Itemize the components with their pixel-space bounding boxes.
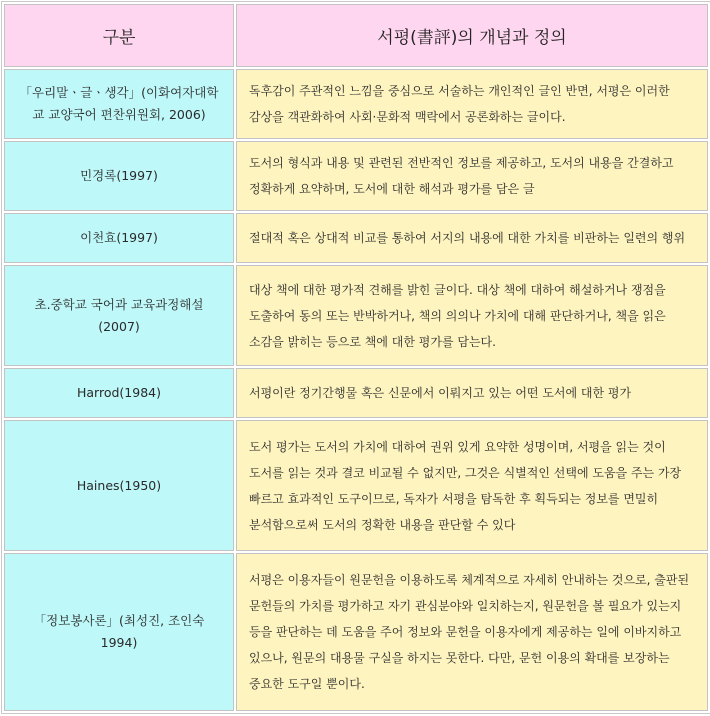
header-category: 구분 [4, 4, 234, 67]
source-cell: 「정보봉사론」(최성진, 조인숙 1994) [4, 553, 234, 711]
source-cell: 「우리말ㆍ글ㆍ생각」(이화여자대학교 교양국어 편찬위원회, 2006) [4, 69, 234, 139]
definition-cell: 서평은 이용자들이 원문헌을 이용하도록 체계적으로 자세히 안내하는 것으로, 출판된 문헌들의 가치를 평가하고 자기 관심분야와 일치하는지, 원문헌을 볼 필요가 있는지 등을 판단하는 데 도움을 주어 정보와 문헌을 이용자에게 제공하는 일에 이바지하고 있으나, 원문의 대용물 구실을 하지는 못한다. 다만, 문헌 이용의 확대를 보장하는 중요한 도구일 뿐이다. [236, 553, 708, 711]
source-cell: 초.중학교 국어과 교육과정해설(2007) [4, 265, 234, 366]
source-cell: Haines(1950) [4, 420, 234, 551]
header-row [4, 4, 708, 67]
table-row [4, 420, 708, 551]
definition-cell: 대상 책에 대한 평가적 견해를 밝힌 글이다. 대상 책에 대하여 해설하거나 쟁점을 도출하여 동의 또는 반박하거나, 책의 의의나 가치에 대해 판단하거나, 책을 읽은 소감을 밝히는 등으로 책에 대한 평가를 담는다. [236, 265, 708, 366]
header-definition: 서평(書評)의 개념과 정의 [236, 4, 708, 67]
table-row [4, 213, 708, 263]
table-row [4, 553, 708, 711]
table-row [4, 141, 708, 211]
definition-cell: 도서 평가는 도서의 가치에 대하여 권위 있게 요약한 성명이며, 서평을 읽는 것이 도서를 읽는 것과 결코 비교될 수 없지만, 그것은 식별적인 선택에 도움을 주는 가장 빠르고 효과적인 도구이므로, 독자가 서평을 탐독한 후 획득되는 정보를 면밀히 분석함으로써 도서의 정확한 내용을 판단할 수 있다 [236, 420, 708, 551]
definition-cell: 서평이란 정기간행물 혹은 신문에서 이뤄지고 있는 어떤 도서에 대한 평가 [236, 368, 708, 418]
definition-cell: 독후감이 주관적인 느낌을 중심으로 서술하는 개인적인 글인 반면, 서평은 이러한 감상을 객관화하여 사회·문화적 맥락에서 공론화하는 글이다. [236, 69, 708, 139]
table-row [4, 69, 708, 139]
table-row [4, 265, 708, 366]
table-row [4, 368, 708, 418]
source-cell: Harrod(1984) [4, 368, 234, 418]
source-cell: 이천효(1997) [4, 213, 234, 263]
definitions-table [1, 1, 710, 714]
definition-cell: 절대적 혹은 상대적 비교를 통하여 서지의 내용에 대한 가치를 비판하는 일련의 행위 [236, 213, 708, 263]
source-cell: 민경록(1997) [4, 141, 234, 211]
definition-cell: 도서의 형식과 내용 및 관련된 전반적인 정보를 제공하고, 도서의 내용을 간결하고 정확하게 요약하며, 도서에 대한 해석과 평가를 담은 글 [236, 141, 708, 211]
